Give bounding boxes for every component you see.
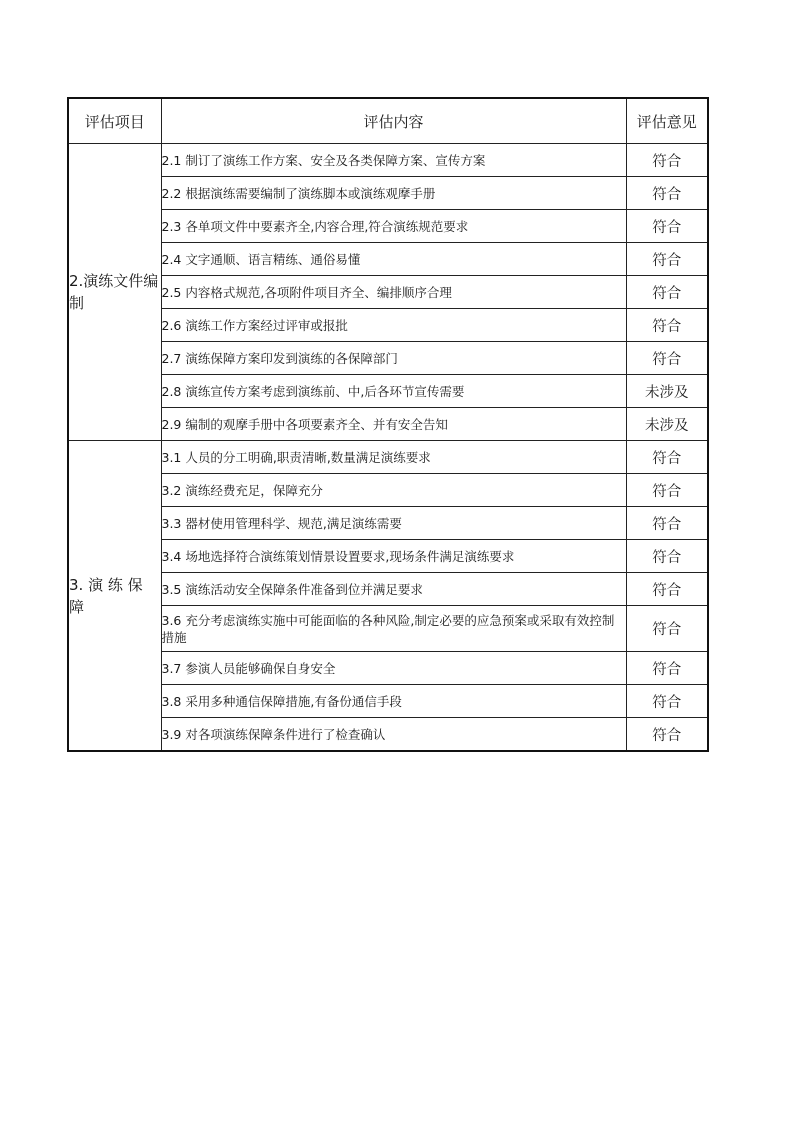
table-row	[68, 144, 708, 177]
row-opinion: 符合	[626, 606, 708, 652]
row-opinion: 符合	[626, 342, 708, 375]
row-content: 3.2 演练经费充足，保障充分	[161, 474, 626, 507]
row-content: 3.4 场地选择符合演练策划情景设置要求,现场条件满足演练要求	[161, 540, 626, 573]
row-content: 3.7 参演人员能够确保自身安全	[161, 652, 626, 685]
row-content: 2.9 编制的观摩手册中各项要素齐全、并有安全告知	[161, 408, 626, 441]
table-row	[68, 375, 708, 408]
table-row	[68, 474, 708, 507]
row-content: 3.3 器材使用管理科学、规范,满足演练需要	[161, 507, 626, 540]
table-row	[68, 573, 708, 606]
row-opinion: 符合	[626, 685, 708, 718]
row-opinion: 符合	[626, 144, 708, 177]
table-row	[68, 177, 708, 210]
table-row	[68, 540, 708, 573]
table-row	[68, 652, 708, 685]
row-opinion: 符合	[626, 309, 708, 342]
row-opinion: 未涉及	[626, 375, 708, 408]
header-evaluation-content: 评估内容	[161, 98, 626, 144]
table-row	[68, 243, 708, 276]
row-content: 2.1 制订了演练工作方案、安全及各类保障方案、宣传方案	[161, 144, 626, 177]
row-content: 2.8 演练宣传方案考虑到演练前、中,后各环节宣传需要	[161, 375, 626, 408]
row-content: 2.2 根据演练需要编制了演练脚本或演练观摩手册	[161, 177, 626, 210]
header-evaluation-item: 评估项目	[68, 98, 161, 144]
section-title-drill-support: 3. 演 练 保 障	[68, 441, 161, 752]
row-opinion: 符合	[626, 507, 708, 540]
row-content: 3.9 对各项演练保障条件进行了检查确认	[161, 718, 626, 752]
table-row	[68, 507, 708, 540]
row-content: 2.3 各单项文件中要素齐全,内容合理,符合演练规范要求	[161, 210, 626, 243]
table-row	[68, 685, 708, 718]
row-opinion: 符合	[626, 177, 708, 210]
table-row	[68, 718, 708, 752]
row-content: 2.7 演练保障方案印发到演练的各保障部门	[161, 342, 626, 375]
header-row	[68, 98, 708, 144]
table-row	[68, 342, 708, 375]
row-opinion: 符合	[626, 540, 708, 573]
row-opinion: 符合	[626, 718, 708, 752]
row-content: 3.6 充分考虑演练实施中可能面临的各种风险,制定必要的应急预案或采取有效控制措施	[161, 606, 626, 652]
table-row	[68, 276, 708, 309]
header-evaluation-opinion: 评估意见	[626, 98, 708, 144]
row-content: 2.4 文字通顺、语言精练、通俗易懂	[161, 243, 626, 276]
row-content: 2.5 内容格式规范,各项附件项目齐全、编排顺序合理	[161, 276, 626, 309]
table-row	[68, 606, 708, 652]
row-opinion: 符合	[626, 276, 708, 309]
row-opinion: 符合	[626, 652, 708, 685]
section-title-drill-documents: 2.演练文件编制	[68, 144, 161, 441]
row-content: 3.5 演练活动安全保障条件准备到位并满足要求	[161, 573, 626, 606]
table-row	[68, 408, 708, 441]
row-content: 2.6 演练工作方案经过评审或报批	[161, 309, 626, 342]
evaluation-table	[67, 97, 709, 752]
row-opinion: 符合	[626, 441, 708, 474]
row-opinion: 符合	[626, 210, 708, 243]
row-content: 3.1 人员的分工明确,职责清晰,数量满足演练要求	[161, 441, 626, 474]
table-row	[68, 441, 708, 474]
row-content: 3.8 采用多种通信保障措施,有备份通信手段	[161, 685, 626, 718]
row-opinion: 符合	[626, 243, 708, 276]
row-opinion: 符合	[626, 474, 708, 507]
table-row	[68, 309, 708, 342]
row-opinion: 符合	[626, 573, 708, 606]
table-row	[68, 210, 708, 243]
row-opinion: 未涉及	[626, 408, 708, 441]
